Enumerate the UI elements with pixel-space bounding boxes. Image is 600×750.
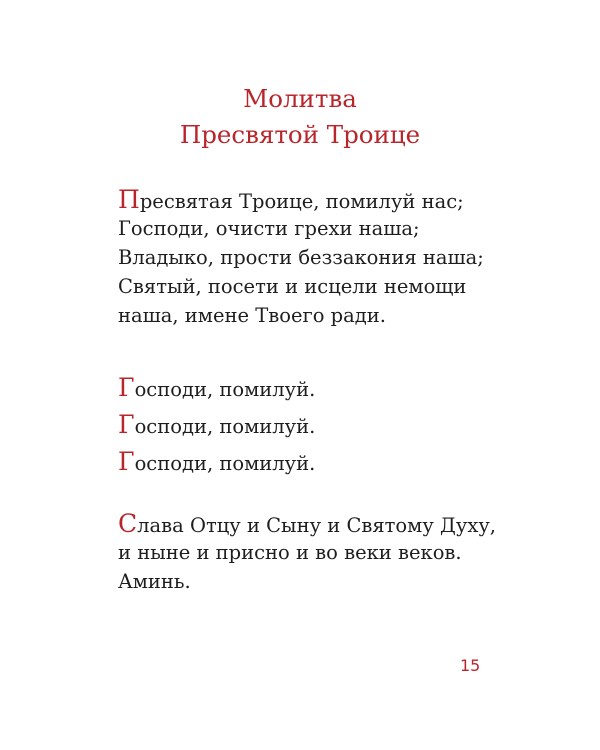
initial-capital: С xyxy=(118,509,138,538)
verse-line xyxy=(118,301,484,330)
verse-text: осподи, помилуй. xyxy=(134,415,316,438)
verse-line xyxy=(118,243,484,272)
verse-text: Господи, очисти грехи наша; xyxy=(118,217,420,240)
verse-line xyxy=(118,185,484,214)
verse-text: наша, имене Твоего ради. xyxy=(118,304,386,327)
verse-text: Аминь. xyxy=(118,570,191,593)
prayer-title-line-2: Пресвятой Троице xyxy=(179,120,421,149)
verse-line xyxy=(118,369,315,406)
verse-text: ресвятая Троице, помилуй нас; xyxy=(139,190,464,213)
verse-line xyxy=(118,538,496,567)
verse-text: лава Отцу и Сыну и Святому Духу, xyxy=(137,514,497,537)
verse-text: Владыко, прости беззакония наша; xyxy=(118,246,484,269)
initial-capital: Г xyxy=(118,373,135,402)
initial-capital: Г xyxy=(118,447,135,476)
initial-capital: П xyxy=(118,185,140,214)
verse-text: Святый, посети и исцели немощи xyxy=(118,275,467,298)
initial-capital: Г xyxy=(118,410,135,439)
stanza-glory xyxy=(118,509,496,596)
verse-text: осподи, помилуй. xyxy=(134,378,316,401)
verse-line xyxy=(118,443,315,480)
verse-line xyxy=(118,214,484,243)
verse-line xyxy=(118,272,484,301)
verse-text: осподи, помилуй. xyxy=(134,452,316,475)
stanza-trinity-petition xyxy=(118,185,484,330)
verse-line xyxy=(118,406,315,443)
page-number: 15 xyxy=(460,656,481,675)
stanza-lord-have-mercy xyxy=(118,369,315,480)
verse-line xyxy=(118,567,496,596)
verse-text: и ныне и присно и во веки веков. xyxy=(118,541,462,564)
verse-line xyxy=(118,509,496,538)
prayer-title-line-1: Молитва xyxy=(243,84,357,113)
